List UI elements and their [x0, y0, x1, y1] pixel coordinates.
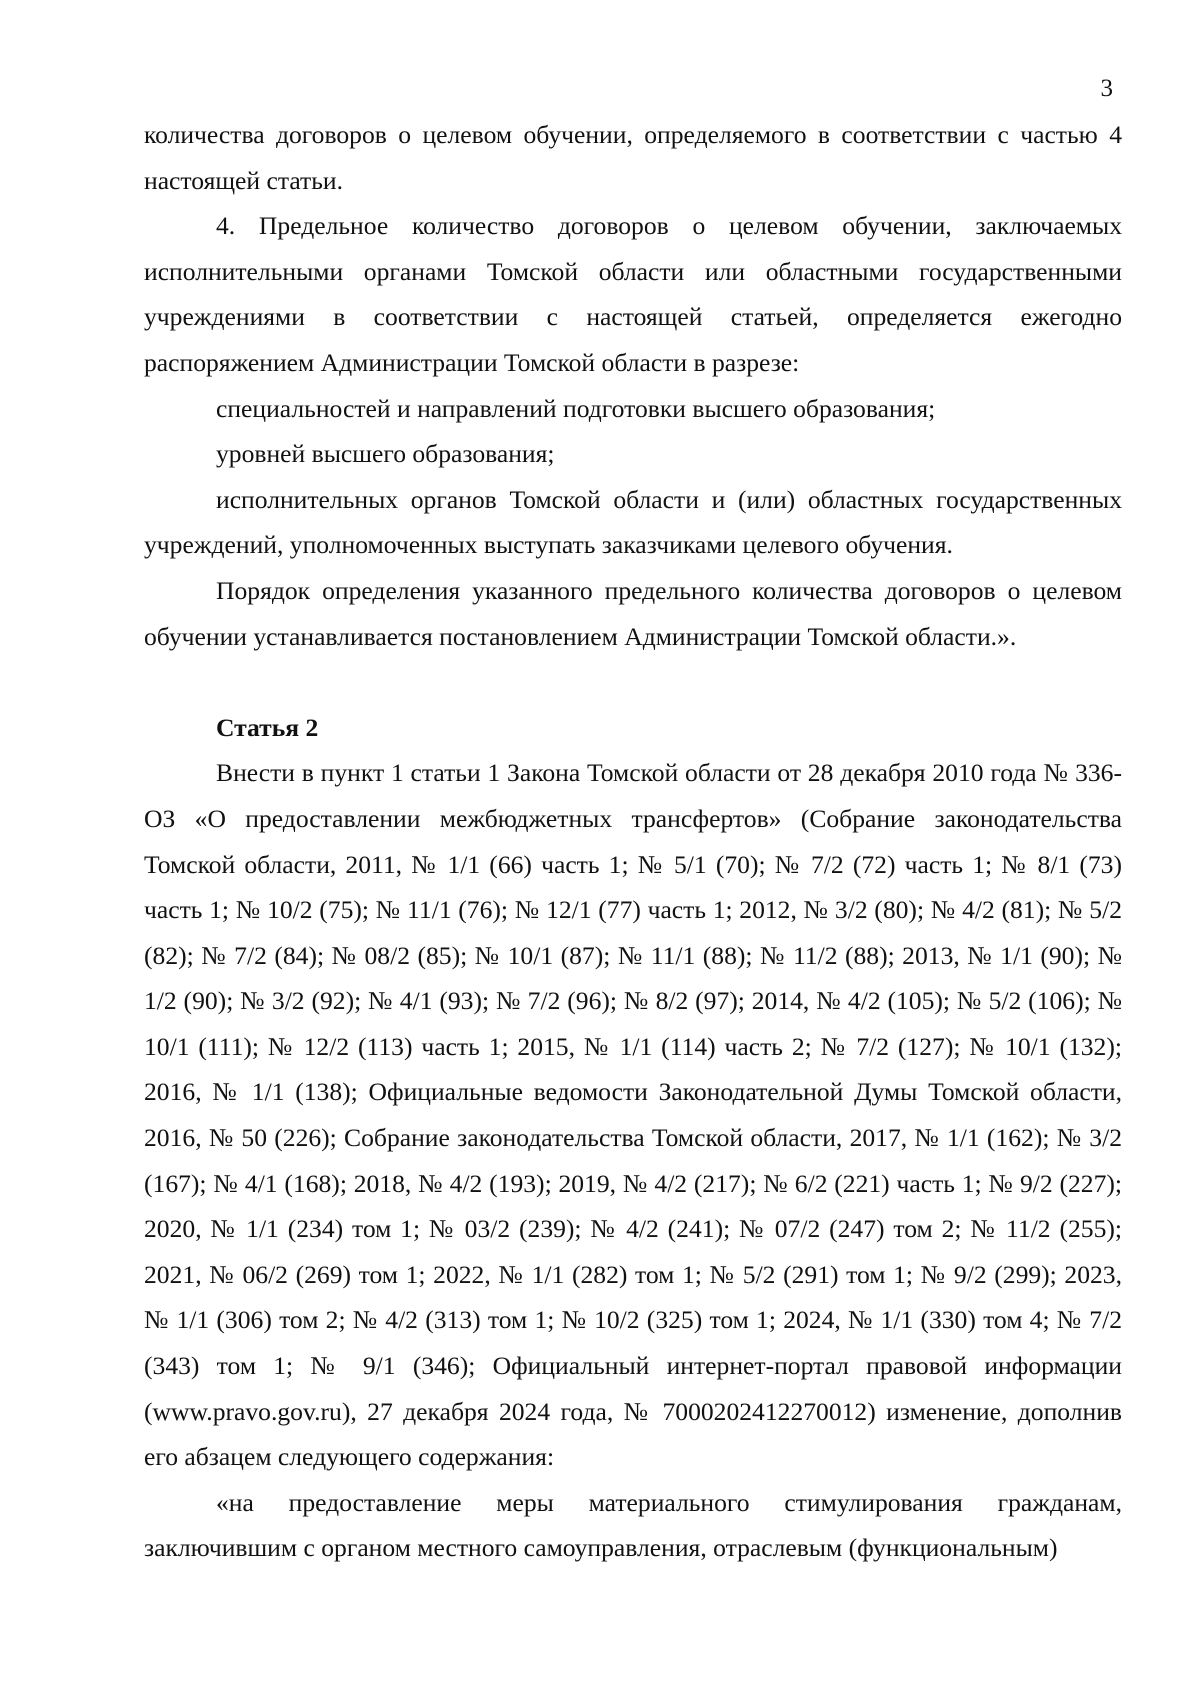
paragraph-amendment: Внести в пункт 1 статьи 1 Закона Томской области от 28 декабря 2010 года № 336-ОЗ «О предоставлении межбюджетных трансфертов» (Собрание законодательства Томской области, 2011, № 1/1 (66) часть 1; № 5/1 (70); № 7/2 (72) часть 1; № 8/1 (73) часть 1; № 10/2 (75); № 11/1 (76); № 12/1 (77) часть 1; 2012, № 3/2 (80); № 4/2 (81); № 5/2 (82); № 7/2 (84); № 08/2 (85); № 10/1 (87); № 11/1 (88); № 11/2 (88); 2013, № 1/1 (90); № 1/2 (90); № 3/2 (92); № 4/1 (93); № 7/2 (96); № 8/2 (97); 2014, № 4/2 (105); № 5/2 (106); № 10/1 (111); № 12/2 (113) часть 1; 2015, № 1/1 (114) часть 2; № 7/2 (127); № 10/1 (132); 2016, № 1/1 (138); Официальные ведомости Законодательной Думы Томской области, 2016, № 50 (226); Собрание законодательства Томской области, 2017, № 1/1 (162); № 3/2 (167); № 4/1 (168); 2018, № 4/2 (193); 2019, № 4/2 (217); № 6/2 (221) часть 1; № 9/2 (227); 2020, № 1/1 (234) том 1; № 03/2 (239); № 4/2 (241); № 07/2 (247) том 2; № 11/2 (255); 2021, № 06/2 (269) том 1; 2022, № 1/1 (282) том 1; № 5/2 (291) том 1; № 9/2 (299); 2023, № 1/1 (306) том 2; № 4/2 (313) том 1; № 10/2 (325) том 1; 2024, № 1/1 (330) том 4; № 7/2 (343) том 1; № 9/1 (346); Официальный интернет-портал правовой информации (www.pravo.gov.ru), 27 декабря 2024 года, № 7000202412270012) изменение, дополнив его абзацем следующего содержания: — [144, 758, 1122, 1472]
article-heading: Статья 2 — [216, 712, 319, 742]
document-body — [144, 112, 1122, 1571]
page-number: 3 — [1100, 75, 1113, 102]
paragraph-continuation: количества договоров о целевом обучении, определяемого в соответствии с частью 4 настоящей статьи. — [144, 120, 1122, 195]
paragraph-executive-bodies: исполнительных органов Томской области и (или) областных государственных учреждений, уполномоченных выступать заказчиками целевого обучения. — [144, 484, 1122, 560]
paragraph-specialties: специальностей и направлений подготовки высшего образования; — [216, 393, 936, 423]
paragraph-procedure: Порядок определения указанного предельного количества договоров о целевом обучении устанавливается постановлением Администрации Томской области.». — [144, 575, 1122, 651]
paragraph-quoted-addition: «на предоставление меры материального стимулирования гражданам, заключившим с органом местного самоуправления, отраслевым (функциональным) — [144, 1487, 1122, 1563]
paragraph-levels: уровней высшего образования; — [216, 439, 555, 469]
paragraph-item-4: 4. Предельное количество договоров о целевом обучении, заключаемых исполнительными органами Томской области или областными государственными учреждениями в соответствии с настоящей статьей, определяется ежегодно распоряжением Администрации Томской области в разрезе: — [144, 211, 1122, 377]
